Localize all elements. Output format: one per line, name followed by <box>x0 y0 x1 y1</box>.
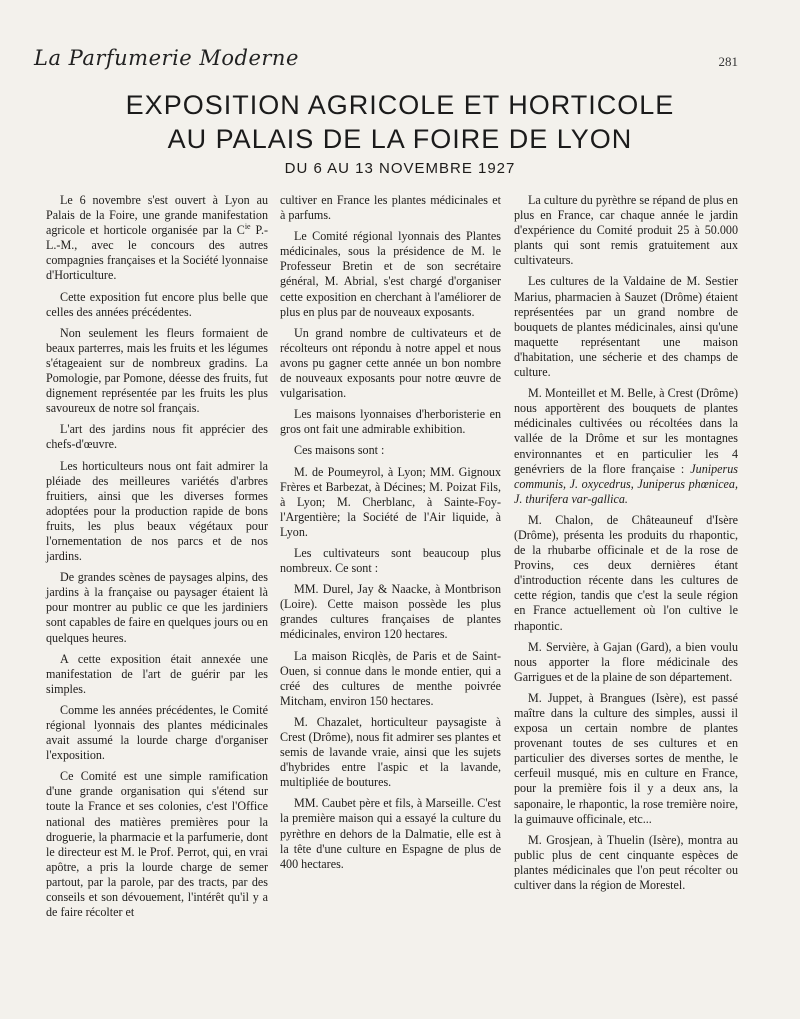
paragraph: M. de Poumeyrol, à Lyon; MM. Gignoux Frères et Barbezat, à Décines; M. Poizat Fils, à Lyon; M. Cherblanc, à Sainte-Foy-l'Argentière; la Société de l'Air liquide, à Lyon. <box>280 464 501 539</box>
column-1 <box>46 193 268 926</box>
paragraph: Ces maisons sont : <box>294 443 385 458</box>
paragraph: Les cultivateurs sont beaucoup plus nombreux. Ce sont : <box>280 545 501 576</box>
paragraph: Les maisons lyonnaises d'herboristerie en gros ont fait une admirable exhibition. <box>280 407 501 437</box>
column-3 <box>514 193 738 899</box>
paragraph: De grandes scènes de paysages alpins, des jardins à la française ou paysager étaient là pour montrer au public ce que les jardiniers sont capables de faire en quelques jours ou en quelques heures. <box>46 570 268 645</box>
article-dates: DU 6 AU 13 NOVEMBRE 1927 <box>284 160 516 177</box>
paragraph: L'art des jardins nous fit apprécier des chefs-d'œuvre. <box>46 422 268 452</box>
paragraph: MM. Caubet père et fils, à Marseille. C'est la première maison qui a essayé la culture du pyrèthre en dehors de la Dalmatie, elle est à la tête d'une culture en Espagne de plus de 400 hectares. <box>280 796 501 871</box>
paragraph: M. Juppet, à Brangues (Isère), est passé maître dans la culture des simples, aussi il exposa un certain nombre de plantes provenant toutes de ses cultures et en particulier des diverses sortes de menthe, le cerfeuil musqué, mis en culture en France, pour la première fois il y a deux ans, la saponaire, le rhapontic, la rose tremière noire, la guimauve officinale, etc... <box>514 690 738 826</box>
superscript: ie <box>244 222 251 232</box>
paragraph: cultiver en France les plantes médicinales et à parfums. <box>280 193 501 223</box>
paragraph: M. Servière, à Gajan (Gard), a bien voulu nous apporter la flore médicinale des Garrigues et de la plaine de son département. <box>514 639 738 684</box>
paragraph: Cette exposition fut encore plus belle que celles des années précédentes. <box>46 289 268 319</box>
paragraph <box>46 193 268 284</box>
article-title-line-1: EXPOSITION AGRICOLE ET HORTICOLE <box>125 90 675 120</box>
paragraph <box>514 386 738 507</box>
page-number: 281 <box>718 54 738 69</box>
paragraph: M. Chalon, de Châteauneuf d'Isère (Drôme), présenta les produits du rhapontic, de la rhubarbe officinale et de la rose de Provins, ces deux dernières étant d'introduction récente dans les cultures de cette région, tandis que c'est la seule région en France actuellement où l'on cultive le rhapontic. <box>514 512 738 633</box>
paragraph-text: P.-L.-M., avec le concours des autres compagnies françaises et la Société lyonnaise d'Horticulture. <box>46 223 268 283</box>
paragraph: Non seulement les fleurs formaient de beaux parterres, mais les fruits et les légumes s'étageaient sur de nombreux gradins. La Pomologie, par Pomone, déesse des fruits, fut dignement représentée par les fruits les plus savoureux de notre sol français. <box>46 325 268 416</box>
paragraph: Un grand nombre de cultivateurs et de récolteurs ont répondu à notre appel et nous avons pu gagner cette année un bon nombre de nouveaux exposants pour notre œuvre de vulgarisation. <box>280 325 501 401</box>
paragraph: M. Chazalet, horticulteur paysagiste à Crest (Drôme), nous fit admirer ses plantes et semis de lavande vraie, ainsi que les sujets d'hybrides entre l'aspic et la lavande, multipliée de boutures. <box>280 714 501 790</box>
masthead: La Parfumerie Moderne <box>34 46 299 70</box>
paragraph: Les horticulteurs nous ont fait admirer la pléiade des meilleures variétés d'arbres fruitiers, ainsi que les diverses formes adoptées pour la production rapide de bons fruits, les plus beaux végétaux pour l'ornementation de nos parcs et de nos jardins. <box>46 458 268 564</box>
paragraph: La culture du pyrèthre se répand de plus en plus en France, car chaque année le jardin d'expérience du Comité produit 25 à 50.000 plants qui sont remis gratuitement aux cultivateurs. <box>514 193 738 268</box>
paragraph-text: M. Monteillet et M. Belle, à Crest (Drôme) nous apportèrent des bouquets de plantes médicinales cultivées ou récoltées dans la vallée de la Drôme et sur les montagnes environnantes et en particulier les 4 genévriers de la flore française : <box>514 386 738 476</box>
botanical-names: Juniperus communis, J. oxycedrus, Juniperus phœnicea, J. thurifera var-gallica. <box>514 461 738 506</box>
paragraph: A cette exposition était annexée une manifestation de l'art de guérir par les simples. <box>46 651 268 696</box>
paragraph: La maison Ricqlès, de Paris et de Saint-Ouen, si connue dans le monde entier, qui a créé des cultures de menthe poivrée Mitcham, environ 150 hectares. <box>280 648 501 708</box>
paragraph: Les cultures de la Valdaine de M. Sestier Marius, pharmacien à Sauzet (Drôme) étaient représentées par un grand nombre de bouquets de plantes médicinales, ainsi qu'une maquette représentant une maison d'habitation, une sécherie et des champs de culture. <box>514 274 738 380</box>
article-title-line-2: AU PALAIS DE LA FOIRE DE LYON <box>167 124 633 154</box>
paragraph: MM. Durel, Jay & Naacke, à Montbrison (Loire). Cette maison possède les plus grandes cultures françaises de plantes médicinales, environ 120 hectares. <box>280 582 501 642</box>
paragraph-text: Le 6 novembre s'est ouvert à Lyon au Palais de la Foire, une grande manifestation agricole et horticole organisée par la C <box>46 193 268 238</box>
paragraph: Ce Comité est une simple ramification d'une grande organisation qui s'étend sur toute la France et ses colonies, c'est l'Office national des matières premières pour la droguerie, la pharmacie et la parfumerie, dont le directeur est M. le Prof. Perrot, qui, en vrai apôtre, a pris la lourde charge de semer partout, par la parole, par des tracts, par des conseils et son dévouement, l'intérêt qu'il y a de faire récolter et <box>46 769 268 920</box>
paragraph: M. Grosjean, à Thuelin (Isère), montra au public plus de cent cinquante espèces de plantes médicinales que l'on peut récolter ou cultiver dans la région de Morestel. <box>514 832 738 893</box>
paragraph: Le Comité régional lyonnais des Plantes médicinales, sous la présidence de M. le Professeur Bretin et de son secrétaire général, M. Abrial, s'est chargé d'organiser cette exposition en cherchant à l'améliorer de plus en plus par de nouveaux exposants. <box>280 229 501 319</box>
column-2 <box>280 193 501 878</box>
paragraph: Comme les années précédentes, le Comité régional lyonnais des plantes médicinales avait assumé la lourde charge d'organiser l'exposition. <box>46 702 268 763</box>
